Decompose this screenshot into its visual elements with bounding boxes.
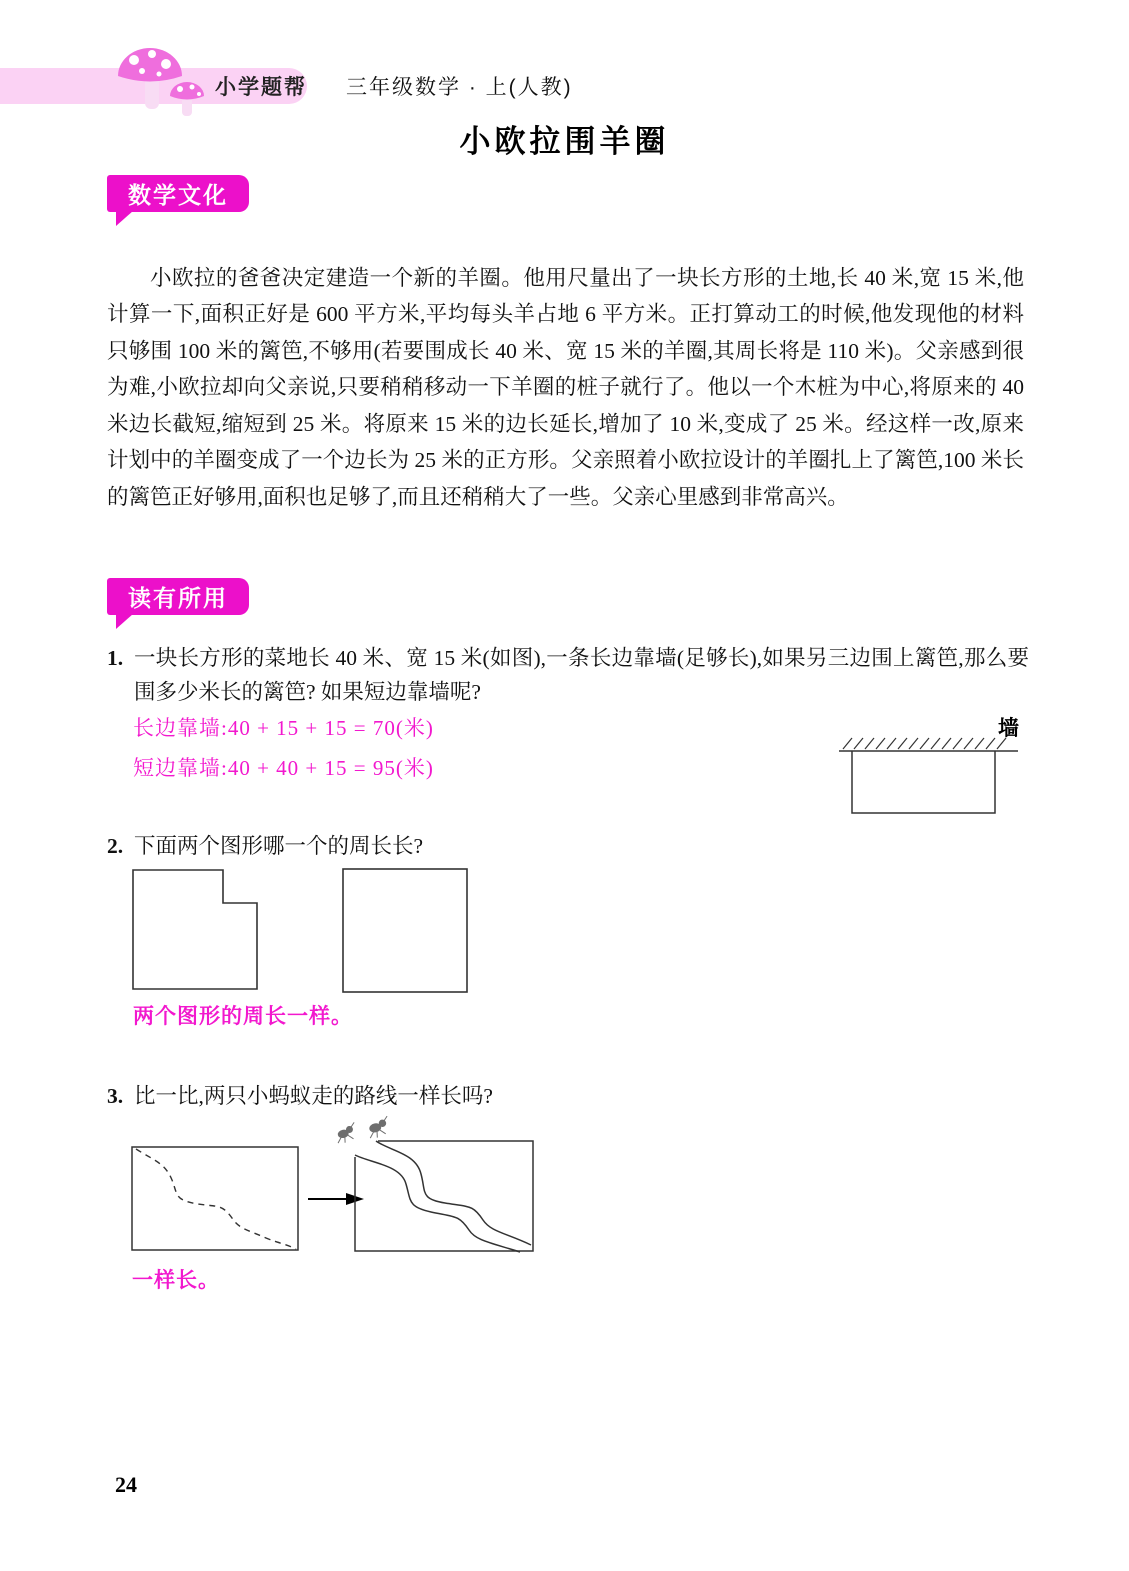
- exercise-2-shapes: [123, 862, 473, 997]
- wall-diagram: [835, 705, 1030, 820]
- exercise-2-number: 2.: [107, 834, 124, 858]
- practice-badge: 读有所用: [107, 578, 249, 615]
- page-title: 小欧拉围羊圈: [459, 124, 670, 159]
- exercise-2: [107, 829, 1029, 863]
- exercise-1-text: 一块长方形的菜地长 40 米、宽 15 米(如图),一条长边靠墙(足够长),如果另三边围上篱笆,那么要围多少米长的篱笆? 如果短边靠墙呢?: [134, 646, 1029, 704]
- exercise-3-number: 3.: [107, 1084, 124, 1108]
- brand-label: 小学题帮: [215, 76, 307, 99]
- dashed-route-path: [136, 1149, 296, 1249]
- wall-hatching: [843, 738, 1006, 749]
- exercise-1-answer-short-side: 短边靠墙:40 + 40 + 15 = 95(米): [133, 756, 434, 780]
- culture-text: 小欧拉的爸爸决定建造一个新的羊圈。他用尺量出了一块长方形的土地,长 40 米,宽 15 米,他计算一下,面积正好是 600 平方米,平均每头羊占地 6 平方米。正打算动工的时候,他发现他的材料只够围 100 米的篱笆,不够用(若要围成长 40 米、宽 15 米的羊圈,其周长将是 110 米)。父亲感到很为难,小欧拉却向父亲说,只要稍稍移动一下羊圈的桩子就行了。他以一个木桩为中心,将原来的 40 米边长截短,缩短到 25 米。将原来 15 米的边长延长,增加了 10 米,变成了 25 米。经这样一改,原来计划中的羊圈变成了一个边长为 25 米的正方形。父亲照着小欧拉设计的羊圈扎上了篱笆,100 米长的篱笆正好够用,面积也足够了,而且还稍稍大了一些。父亲心里感到非常高兴。: [107, 265, 1024, 510]
- exercise-1: [107, 641, 1029, 709]
- exercise-3-answer: 一样长。: [132, 1268, 220, 1292]
- exercise-3: [107, 1079, 1029, 1113]
- page-number: 24: [115, 1472, 137, 1497]
- edition-label: 三年级数学 · 上(人教): [346, 76, 573, 99]
- plot-rectangle: [852, 751, 995, 813]
- exercise-3-text: 比一比,两只小蚂蚁走的路线一样长吗?: [134, 1084, 493, 1108]
- notched-square-shape: [133, 870, 257, 989]
- wall-label: 墙: [998, 717, 1019, 740]
- mushroom-logo-icon: [112, 38, 222, 123]
- exercise-2-answer: 两个图形的周长一样。: [133, 1004, 353, 1028]
- left-route-box: [132, 1147, 298, 1250]
- route-curve-lower: [355, 1155, 520, 1252]
- culture-badge: 数学文化: [107, 175, 249, 212]
- route-curve-upper: [376, 1141, 531, 1245]
- ants-icon: [335, 1116, 391, 1144]
- square-shape: [343, 869, 467, 992]
- exercise-3-diagram: [120, 1112, 540, 1257]
- exercise-1-answer-long-side: 长边靠墙:40 + 15 + 15 = 70(米): [133, 716, 434, 740]
- exercise-2-text: 下面两个图形哪一个的周长长?: [134, 834, 424, 858]
- exercise-1-number: 1.: [107, 646, 124, 670]
